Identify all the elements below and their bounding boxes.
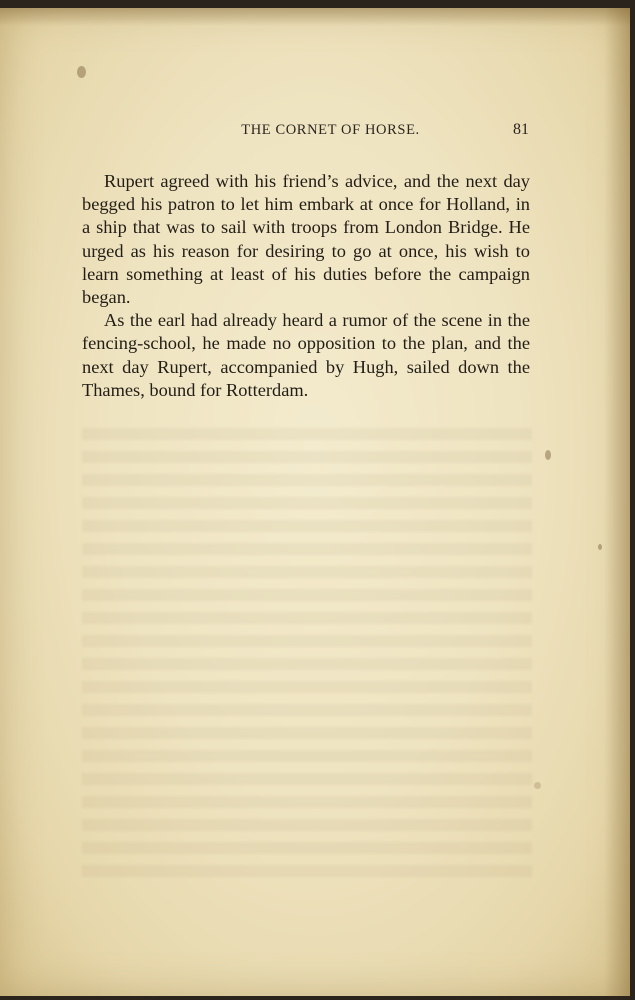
ink-spot <box>534 782 541 789</box>
running-head-title: THE CORNET OF HORSE. <box>241 122 420 138</box>
ink-spot <box>77 66 86 78</box>
ink-spot <box>598 544 602 550</box>
book-page <box>0 8 630 996</box>
show-through-text <box>82 428 532 878</box>
paragraph: Rupert agreed with his friend’s advice, and the next day begged his patron to let him embark at once for Holland, in a ship that was to sail with troops from London Bridge. He urged as his reason for desiring to go at once, his wish to learn something at least of his duties before the campaign began. <box>82 171 530 308</box>
running-head <box>82 122 529 144</box>
ink-spot <box>545 450 551 460</box>
page-number: 81 <box>513 121 529 138</box>
body-text <box>82 170 530 402</box>
paragraph: As the earl had already heard a rumor of the scene in the fencing-school, he made no opposition to the plan, and the next day Rupert, accompanied by Hugh, sailed down the Thames, bound for Rotterdam. <box>82 310 530 400</box>
